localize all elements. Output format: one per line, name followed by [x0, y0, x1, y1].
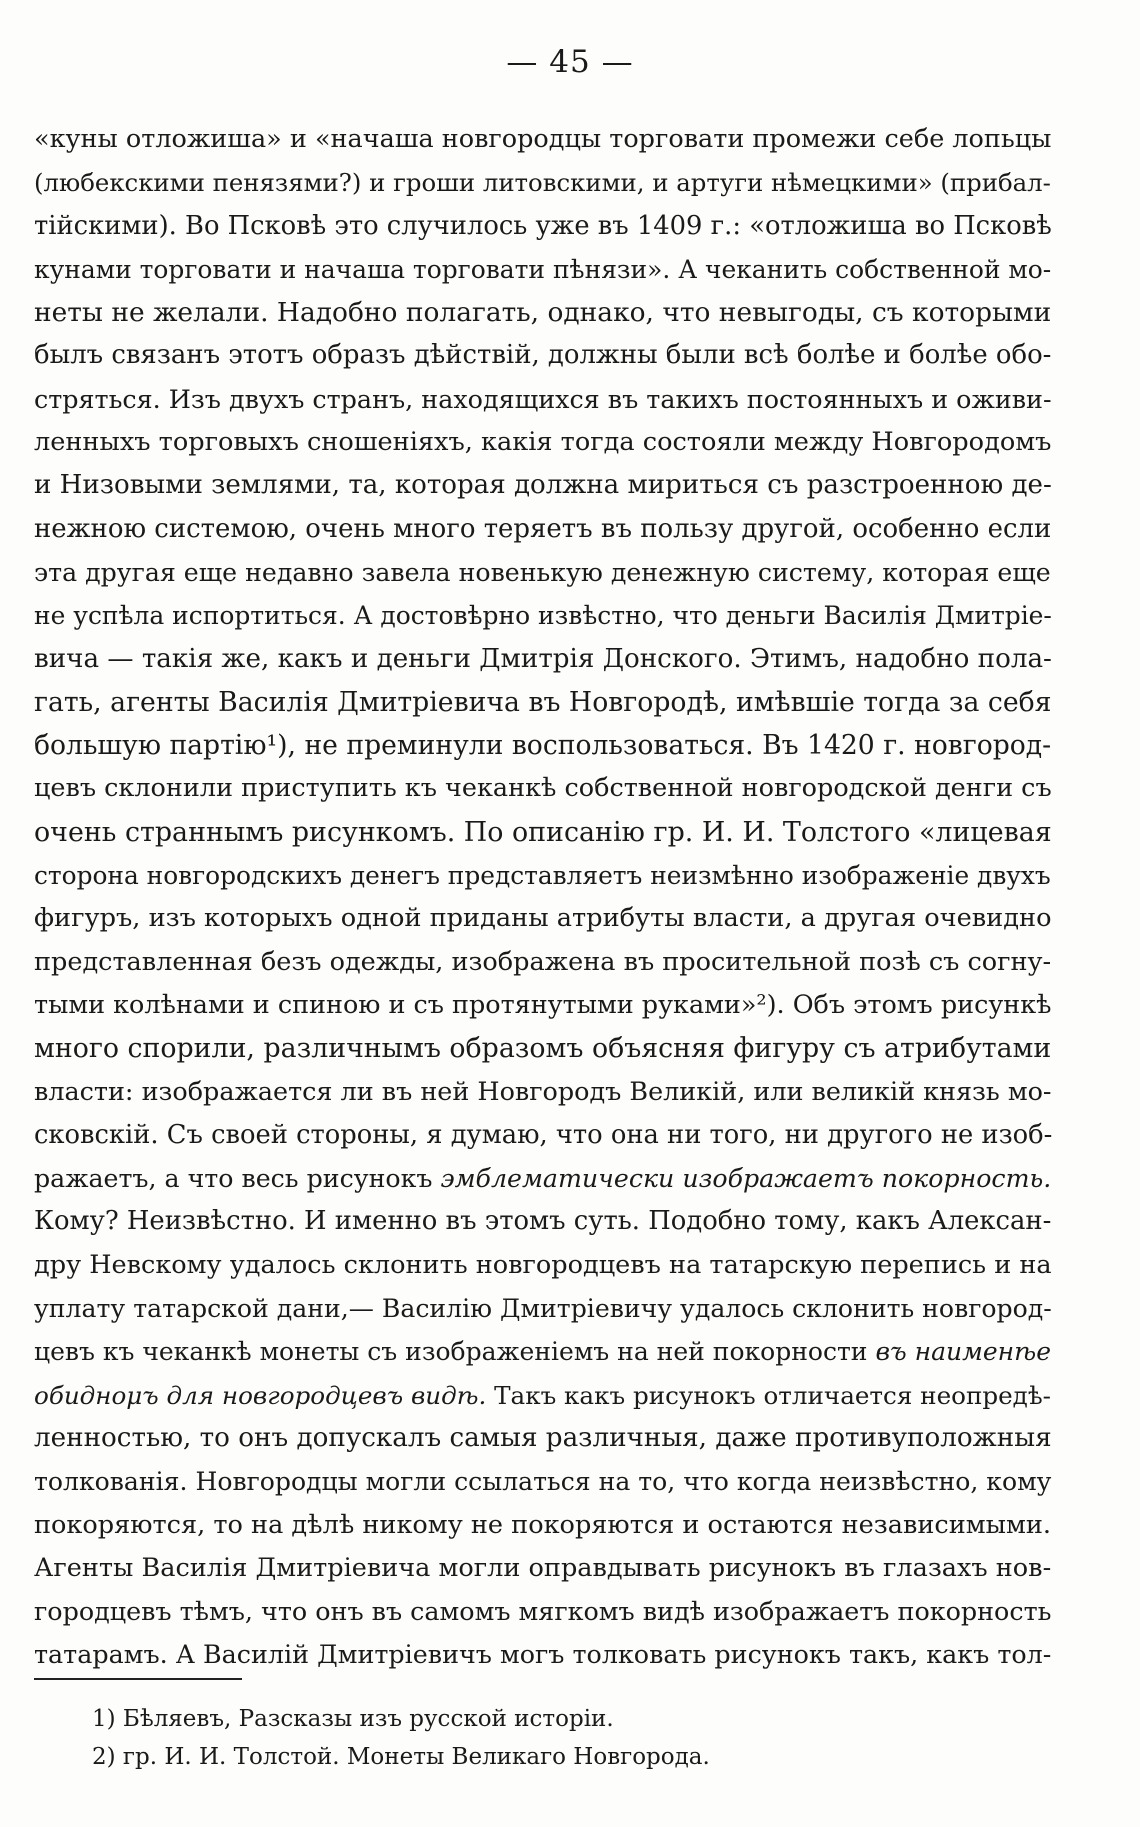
text-line	[34, 1157, 1052, 1200]
text-line: тыми колѣнами и спиною и съ протянутыми руками»²). Объ этомъ рисункѣ	[34, 989, 1052, 1020]
text-line: толкованія. Новгородцы могли ссылаться на то, что когда неизвѣстно, кому	[34, 1467, 1052, 1497]
footnote: 1) Бѣляевъ, Разсказы изъ русской исторіи.	[92, 1706, 614, 1732]
text-italic: обиднομъ для новгородцевъ видѣ.	[34, 1380, 487, 1410]
footnotes	[92, 1700, 1052, 1776]
body-text	[34, 118, 1052, 1677]
text-italic: эмблематически изображаетъ покорность.	[440, 1164, 1052, 1194]
text-italic: въ наименѣе	[875, 1337, 1052, 1367]
text-line: нежною системою, очень много теряетъ въ пользу другой, особенно если	[34, 513, 1052, 544]
text-line: и Низовыми землями, та, которая должна мириться съ разстроенною де-	[34, 470, 1052, 501]
text-line: не успѣла испортиться. А достовѣрно извѣстно, что деньги Василія Дмитріе-	[34, 601, 1052, 631]
text-line: татарамъ. А Василій Дмитріевичъ могъ толковать рисунокъ такъ, какъ тол-	[34, 1639, 1052, 1670]
text-line: дру Невскому удалось склонить новгородцевъ на татарскую перепись и на	[34, 1249, 1052, 1280]
text-line: много спорили, различнымъ образомъ объясняя фигуру съ атрибутами	[34, 1033, 1052, 1065]
text-line: (любекскими пенязями?) и гроши литовскими, и артуги нѣмецкими» (прибал-	[34, 168, 1051, 198]
text-line: большую партію¹), не преминули воспользоваться. Въ 1420 г. новгород-	[34, 730, 1052, 762]
text-line: сторона новгородскихъ денегъ представляетъ неизмѣнно изображеніе двухъ	[34, 861, 1051, 891]
text-line: фигуръ, изъ которыхъ одной приданы атрибуты власти, а другая очевидно	[34, 903, 1052, 934]
text-line: стряться. Изъ двухъ странъ, находящихся въ такихъ постоянныхъ и оживи-	[34, 383, 1052, 414]
text-line: тійскими). Во Псковѣ это случилось уже въ 1409 г.: «отложиша во Псковѣ	[34, 210, 1052, 241]
text-line: Кому? Неизвѣстно. И именно въ этомъ суть. Подобно тому, какъ Алексан-	[34, 1206, 1052, 1237]
footnote-divider	[34, 1678, 242, 1680]
text-line: сковскій. Съ своей стороны, я думаю, что она ни того, ни другого не изоб-	[34, 1119, 1053, 1150]
text-line: гать, агенты Василія Дмитріевича въ Новгородѣ, имѣвшіе тогда за себя	[34, 686, 1052, 718]
text-line: кунами торговати и начаша торговати пѣнязи». А чеканить собственной мо-	[34, 254, 1052, 284]
text-line: ленностью, то онъ допускалъ самыя различныя, даже противуположныя	[34, 1422, 1052, 1453]
text-line	[34, 1330, 1052, 1373]
text-plain: ражаетъ, а что весь рисунокъ	[34, 1164, 441, 1194]
text-line: городцевъ тѣмъ, что онъ въ самомъ мягкомъ видѣ изображаетъ покорность	[34, 1596, 1052, 1627]
text-line: неты не желали. Надобно полагать, однако, что невыгоды, съ которыми	[34, 297, 1052, 329]
text-line: Агенты Василія Дмитріевича могли оправдывать рисунокъ въ глазахъ нов-	[34, 1552, 1052, 1583]
text-line	[34, 1374, 1052, 1417]
page-number: — 45 —	[506, 44, 634, 80]
footnote: 2) гр. И. И. Толстой. Монеты Великаго Новгорода.	[92, 1744, 710, 1770]
text-line: эта другая еще недавно завела новенькую денежную систему, которая еще	[34, 557, 1051, 587]
text-line: очень страннымъ рисункомъ. По описанію гр. И. И. Толстого «лицевая	[34, 816, 1052, 848]
text-line: цевъ склонили приступить къ чеканкѣ собственной новгородской денги съ	[34, 773, 1052, 804]
text-line: былъ связанъ этотъ образъ дѣйствій, должны были всѣ болѣе и болѣе обо-	[34, 340, 1052, 371]
text-line: «куны отложиша» и «начаша новгородцы торговати промежи себе лопьцы	[34, 124, 1052, 154]
text-plain: цевъ къ чеканкѣ монеты съ изображеніемъ на ней покорности	[34, 1337, 876, 1367]
text-plain: Такъ какъ рисунокъ отличается неопредѣ-	[486, 1380, 1051, 1410]
text-line: вича — такія же, какъ и деньги Дмитрія Донского. Этимъ, надобно пола-	[34, 643, 1052, 674]
text-line: покоряются, то на дѣлѣ никому не покоряются и остаются независимыми.	[34, 1509, 1052, 1540]
text-line: власти: изображается ли въ ней Новгородъ Великій, или великій князь мо-	[34, 1076, 1052, 1107]
text-line: ленныхъ торговыхъ сношеніяхъ, какія тогда состояли между Новгородомъ	[34, 427, 1052, 458]
text-line: уплату татарской дани,— Василію Дмитріевичу удалось склонить новгород-	[34, 1294, 1052, 1324]
text-line: представленная безъ одежды, изображена въ просительной позѣ съ согну-	[34, 946, 1052, 977]
